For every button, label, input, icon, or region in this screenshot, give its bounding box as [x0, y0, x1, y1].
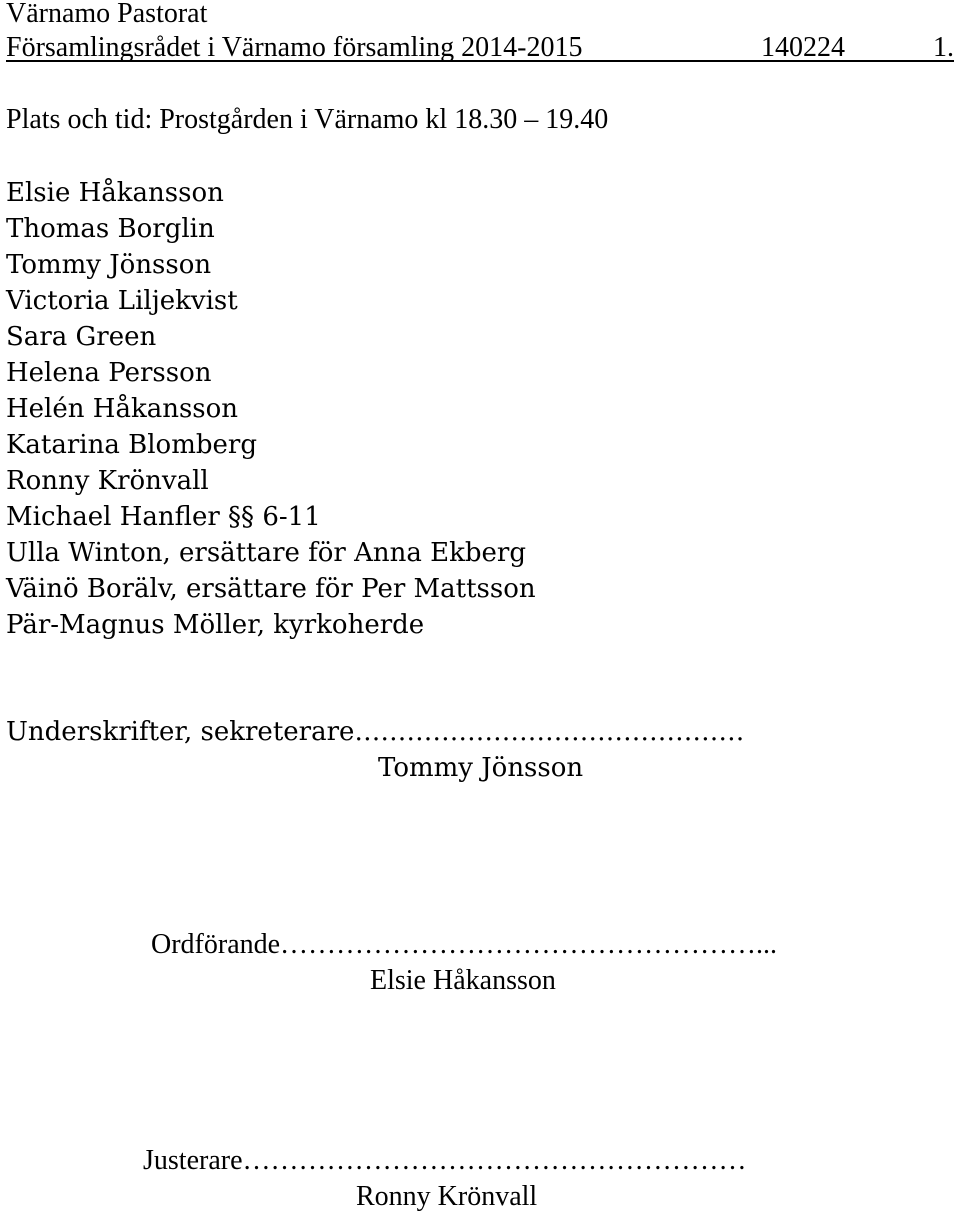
chair-signature-line: Ordförande……………………………………………... — [151, 929, 778, 960]
page-number: 1. — [933, 32, 954, 63]
attendee-item: Helén Håkansson — [6, 394, 239, 424]
attendee-item: Sara Green — [6, 322, 157, 352]
organization-name: Värnamo Pastorat — [6, 0, 208, 29]
place-and-time: Plats och tid: Prostgården i Värnamo kl 18.30 – 19.40 — [6, 104, 609, 135]
attendee-item: Ulla Winton, ersättare för Anna Ekberg — [6, 538, 526, 568]
header-rule — [6, 60, 954, 62]
attendee-item: Michael Hanfler §§ 6-11 — [6, 502, 321, 532]
adjuster-signature-line: Justerare……………………………………………… — [143, 1145, 747, 1176]
adjuster-name: Ronny Krönvall — [356, 1181, 538, 1212]
attendee-item: Pär-Magnus Möller, kyrkoherde — [6, 610, 425, 640]
attendee-item: Helena Persson — [6, 358, 212, 388]
council-title: Församlingsrådet i Värnamo församling 2014-2015 — [6, 32, 583, 63]
chair-name: Elsie Håkansson — [370, 965, 556, 996]
attendee-item: Thomas Borglin — [6, 214, 215, 244]
secretary-signature-line: Underskrifter, sekreterare……………………………………… — [6, 717, 745, 747]
attendee-item: Victoria Liljekvist — [6, 286, 238, 316]
attendee-item: Ronny Krönvall — [6, 466, 209, 496]
attendee-item: Elsie Håkansson — [6, 178, 224, 208]
attendee-item: Katarina Blomberg — [6, 430, 257, 460]
secretary-name: Tommy Jönsson — [378, 753, 584, 783]
attendee-item: Tommy Jönsson — [6, 250, 212, 280]
meeting-date: 140224 — [761, 32, 845, 63]
attendee-item: Väinö Borälv, ersättare för Per Mattsson — [6, 574, 536, 604]
